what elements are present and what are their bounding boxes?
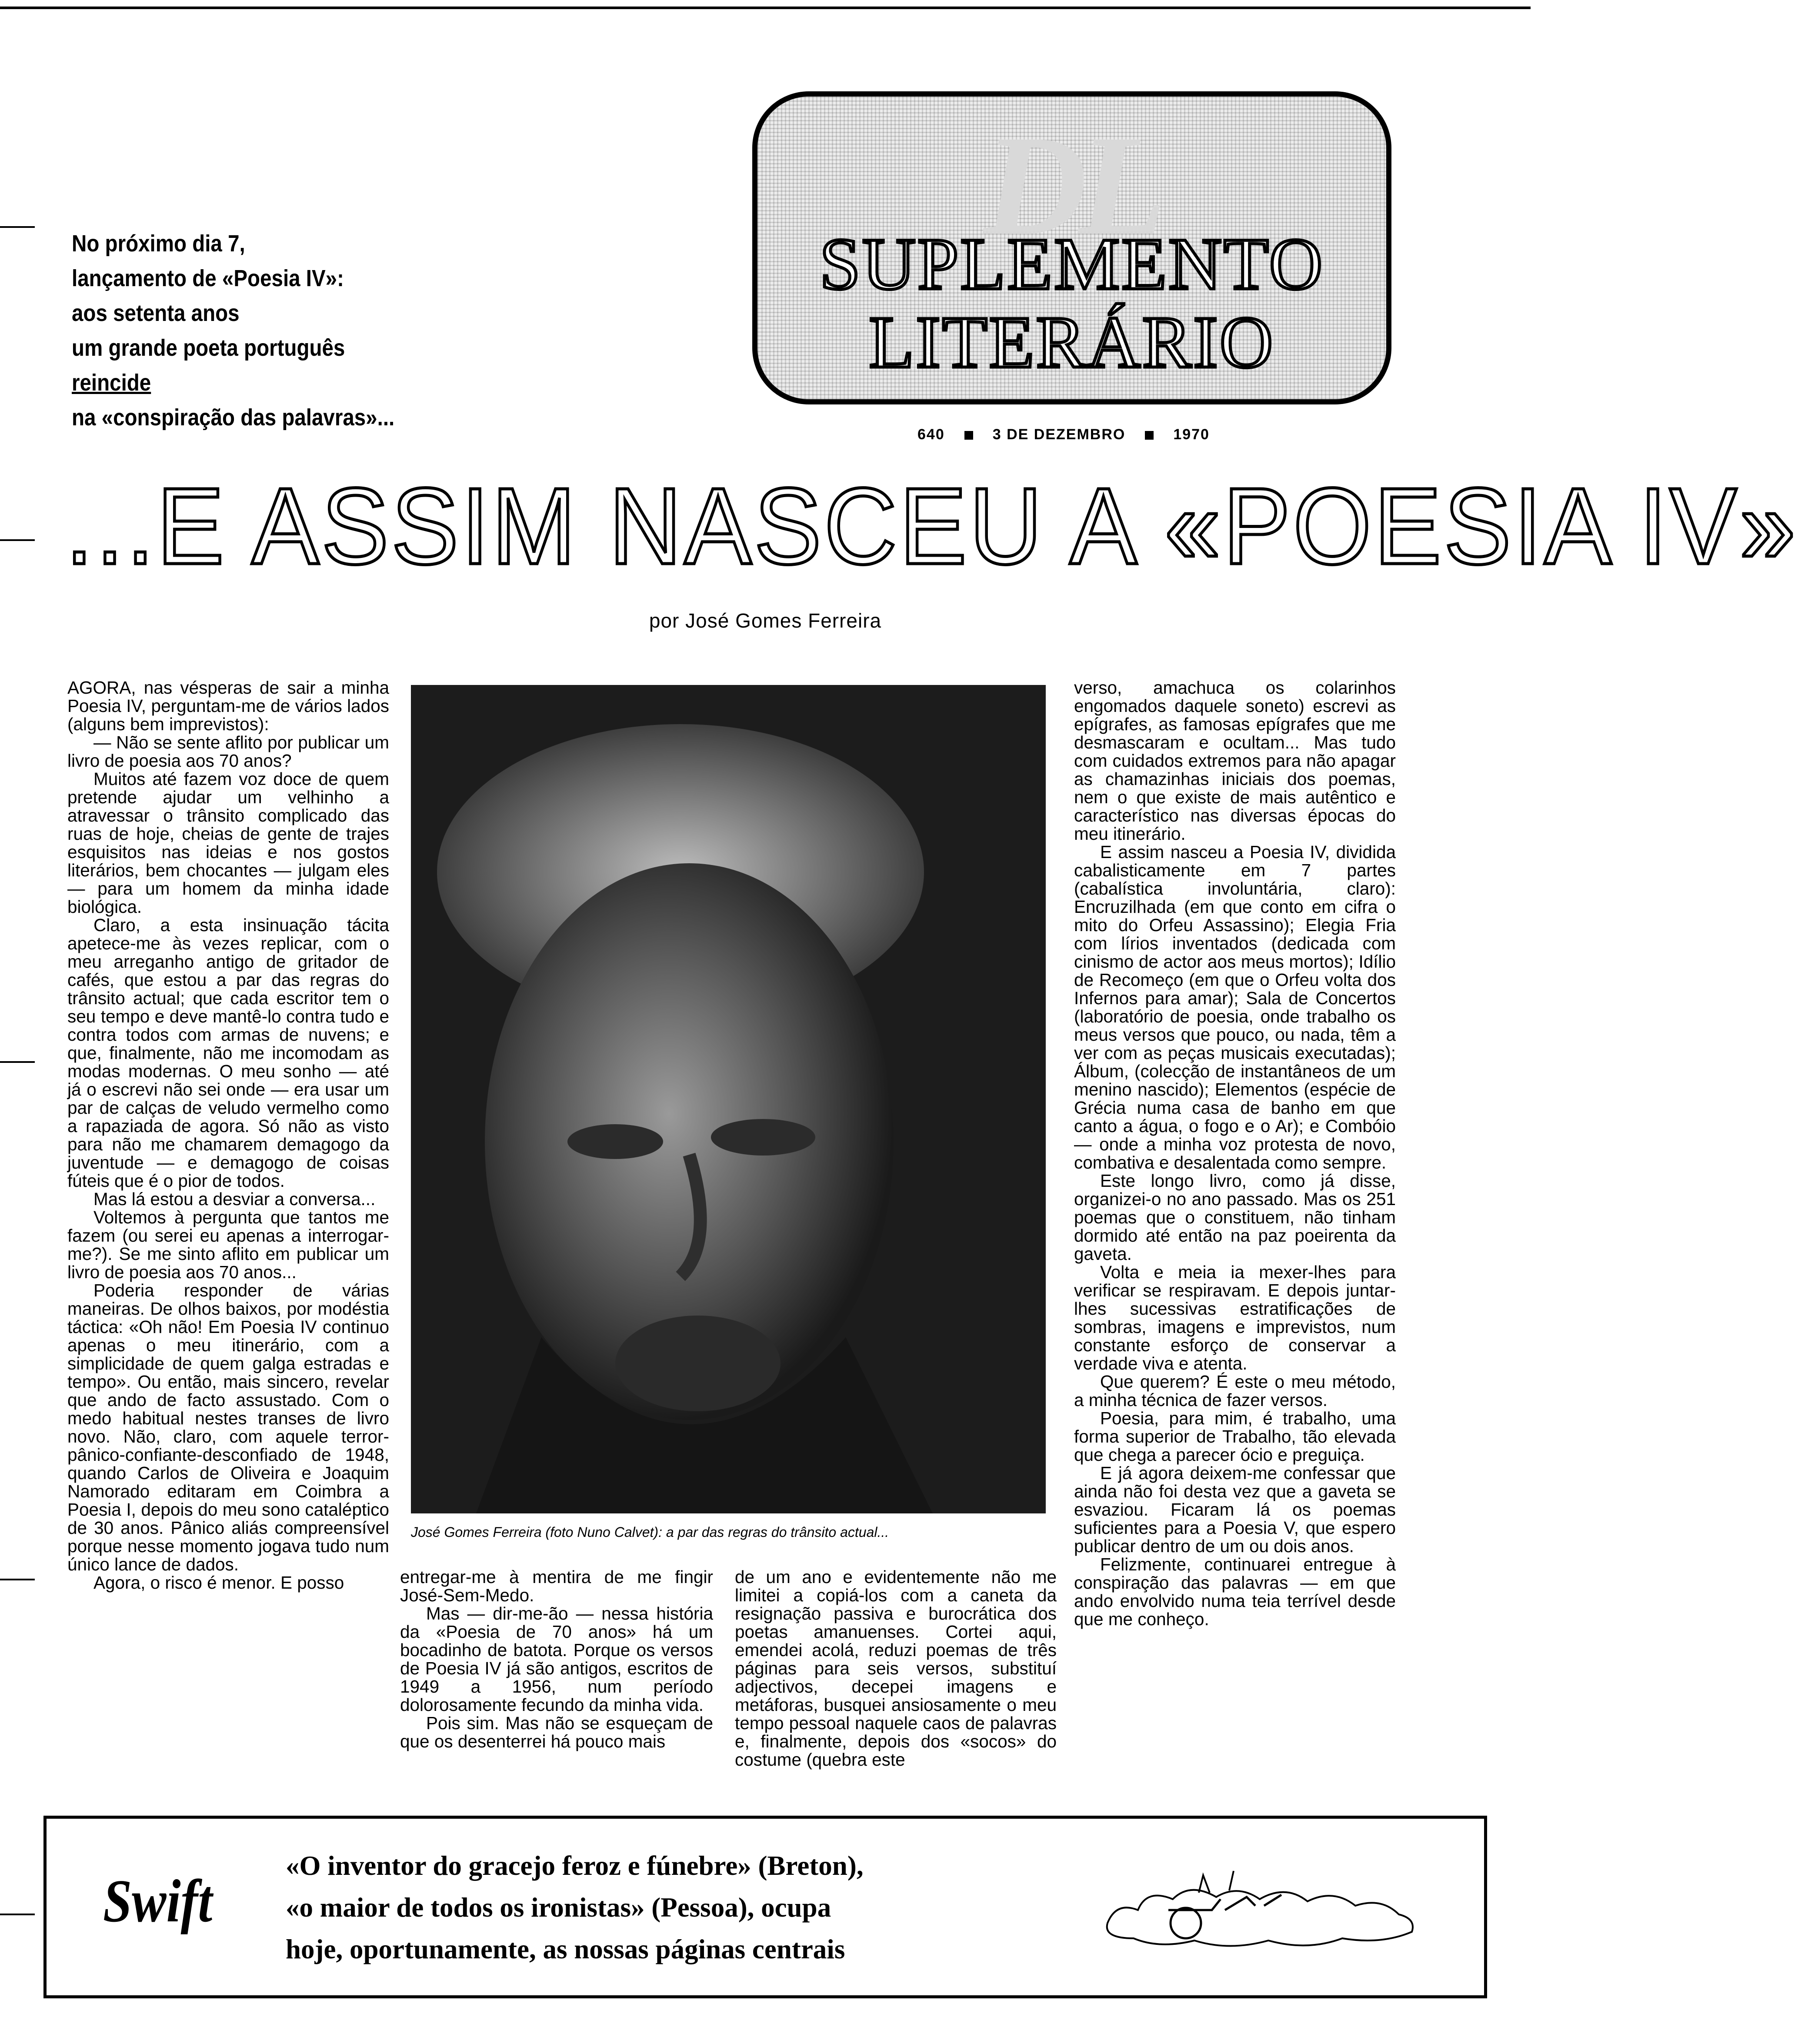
teaser-line: na «conspiração das palavras»... [72, 404, 395, 431]
portrait-illustration [411, 685, 1046, 1513]
issue-date: 3 DE DEZEMBRO [992, 426, 1126, 443]
margin-tick [0, 1061, 35, 1063]
promo-line: «O inventor do gracejo feroz e fúnebre» (Breton), [286, 1850, 864, 1881]
paragraph: Mas lá estou a desviar a conversa... [93, 1189, 376, 1209]
teaser-line: No próximo dia 7, [72, 230, 245, 257]
paragraph: entregar-me à mentira de me fingir José-Sem-Medo. [400, 1567, 713, 1605]
square-bullet-icon [964, 431, 973, 440]
article-column-2 [400, 1568, 713, 1750]
teaser-line: aos setenta anos [72, 300, 240, 326]
paragraph: Voltemos à pergunta que tantos me fazem (ou serei eu apenas a interrogar-me?). Se me sinto aflito em publicar um livro de poesia aos 70 anos... [67, 1207, 389, 1282]
paragraph: de um ano e evidentemente não me limitei a copiá-los com a caneta da resignação passiva e burocrática dos poetas amanuenses. Cortei aqui, emendei acolá, reduzi poemas de três páginas para seis versos, substituí adjectivos, decepei imagens e metáforas, busquei ansiosamente o meu tempo pessoal naquele caos de palavras e, finalmente, depois dos «socos» do costume (quebra este [735, 1567, 1057, 1770]
paragraph: verso, amachuca os colarinhos engomados daquele soneto) escrevi as epígrafes, as famosas epígrafes que me desmascaram e ocultam... Mas tudo com cuidados extremos para não apagar as chamazinhas iniciais dos poemas, nem o que existe de mais autêntico e característico nas diversas épocas do meu itinerário. [1074, 678, 1396, 844]
byline: por José Gomes Ferreira [649, 609, 882, 632]
paragraph: Felizmente, continuarei entregue à conspiração das palavras — em que ando envolvido numa teia terrível desde que me conheço. [1074, 1554, 1396, 1629]
paragraph: Este longo livro, como já disse, organizei-o no ano passado. Mas os 251 poemas que o constituem, não tinham dormido até então na paz poeirenta da gaveta. [1074, 1171, 1396, 1264]
swift-promo-box [43, 1816, 1487, 1998]
paragraph: Claro, a esta insinuação tácita apetece-me às vezes replicar, com o meu arreganho antigo de gritador de cafés, que estou a par das regras do trânsito actual; que cada escritor tem o seu tempo e deve mantê-lo contra tudo e contra todos com armas de nuvens; e que, finalmente, não me incomodam as modas modernas. O meu sonho — até já o escrevi não sei onde — era usar um par de calças de veludo vermelho como a rapaziada de agora. Só não as visto para não me chamarem demagogo da juventude — e demagogo de coisas fúteis que é o pior de todos. [67, 915, 389, 1191]
margin-tick [0, 1579, 35, 1580]
masthead-line2: LITERÁRIO [869, 301, 1275, 383]
paragraph: Que querem? É este o meu método, a minha técnica de fazer versos. [1074, 1372, 1396, 1410]
teaser-line: reincide [72, 370, 151, 396]
top-rule [0, 7, 1531, 9]
teaser-line: lançamento de «Poesia IV»: [72, 265, 344, 291]
paragraph: Mas — dir-me-ão — nessa história da «Poesia de 70 anos» há um bocadinho de batota. Porque os versos de Poesia IV já são antigos, escritos de 1949 a 1956, num período dolorosamente fecundo da minha vida. [400, 1603, 713, 1715]
paragraph: E assim nasceu a Poesia IV, dividida cabalisticamente em 7 partes (cabalística involuntária, claro): Encruzilhada (em que conto em cifra o mito do Orfeu Assassino); Elegia Fria com lírios inventados (dedicada com cinismo de actor aos meus mortos); Idílio de Recomeço (em que o Orfeu volta dos Infernos para amar); Sala de Concertos (laboratório de poesia, onde trabalho os meus versos que pouco, ou nada, têm a ver com as peças musicais executadas); Álbum, (colecção de instantâneos de um menino nascido); Elementos (espécie de Grécia numa casa de banho em que canto a água, o fogo e o Ar); e Combóio — onde a minha voz protesta de novo, combativa e desalentada como sempre. [1074, 842, 1396, 1172]
issue-year: 1970 [1173, 426, 1210, 443]
paragraph: — Não se sente aflito por publicar um livro de poesia aos 70 anos? [67, 732, 389, 771]
issue-number: 640 [917, 426, 945, 443]
author-photo [411, 685, 1046, 1513]
paragraph: AGORA, nas vésperas de sair a minha Poesia IV, perguntam-me de vários lados (alguns bem imprevistos): [67, 678, 389, 734]
article-column-1 [67, 678, 389, 1592]
teaser-line: um grande poeta português [72, 335, 345, 361]
paragraph: Pois sim. Mas não se esqueçam de que os desenterrei há pouco mais [400, 1713, 713, 1751]
headline: ...E ASSIM NASCEU A «POESIA IV» [65, 465, 1798, 587]
promo-line: hoje, oportunamente, as nossas páginas centrais [286, 1934, 845, 1964]
promo-text [286, 1845, 1047, 1970]
swift-brand: Swift [103, 1867, 213, 1935]
square-bullet-icon [1145, 431, 1154, 440]
paragraph: Volta e meia ia mexer-lhes para verificar se respiravam. E depois juntar-lhes sucessivas estratificações de sombras, imagens e imprevistos, num constante esforço de conservar a verdade viva e atenta. [1074, 1262, 1396, 1373]
chariot-cloud-illustration [1099, 1858, 1425, 1958]
margin-tick [0, 539, 35, 541]
article-column-3 [735, 1568, 1057, 1769]
masthead [752, 91, 1391, 404]
photo-caption: José Gomes Ferreira (foto Nuno Calvet): a par das regras do trânsito actual... [411, 1524, 889, 1540]
paragraph: Muitos até fazem voz doce de quem pretende ajudar um velhinho a atravessar o trânsito complicado das ruas de hoje, cheias de gente de trajes esquisitos nas ideias e nos gostos literários, bem chocantes — julgam eles — para um homem da minha idade biológica. [67, 769, 389, 917]
paragraph: Poderia responder de várias maneiras. De olhos baixos, por modéstia táctica: «Oh não! Em Poesia IV continuo apenas o meu itinerário, com a simplicidade de quem galga estradas e tempo». Ou então, mais sincero, revelar que ando de facto assustado. Com o medo habitual nestes transes de livro novo. Não, claro, com aquele terror-pânico-confiante-desconfiado de 1948, quando Carlos de Oliveira e Joaquim Namorado editaram em Coimbra a Poesia I, depois do meu sono cataléptico de 30 anos. Pânico aliás compreensível porque nesse momento jogava tudo num único lance de dados. [67, 1280, 389, 1574]
promo-line: «o maior de todos os ironistas» (Pessoa), ocupa [286, 1892, 831, 1923]
margin-tick [0, 1914, 35, 1915]
margin-tick [0, 226, 35, 228]
paragraph: Agora, o risco é menor. E posso [93, 1573, 344, 1593]
article-column-4 [1074, 678, 1396, 1628]
paragraph: Poesia, para mim, é trabalho, uma forma superior de Trabalho, tão elevada que chega a parecer ócio e preguiça. [1074, 1408, 1396, 1465]
paragraph: E já agora deixem-me confessar que ainda não foi desta vez que a gaveta se esvaziou. Ficaram lá os poemas suficientes para a Poesia V, que espero publicar dentro de um ou dois anos. [1074, 1463, 1396, 1556]
dl-logo: DL [984, 106, 1158, 265]
teaser [72, 226, 416, 435]
issue-info [917, 426, 1210, 443]
masthead-line1: SUPLEMENTO [819, 223, 1324, 305]
